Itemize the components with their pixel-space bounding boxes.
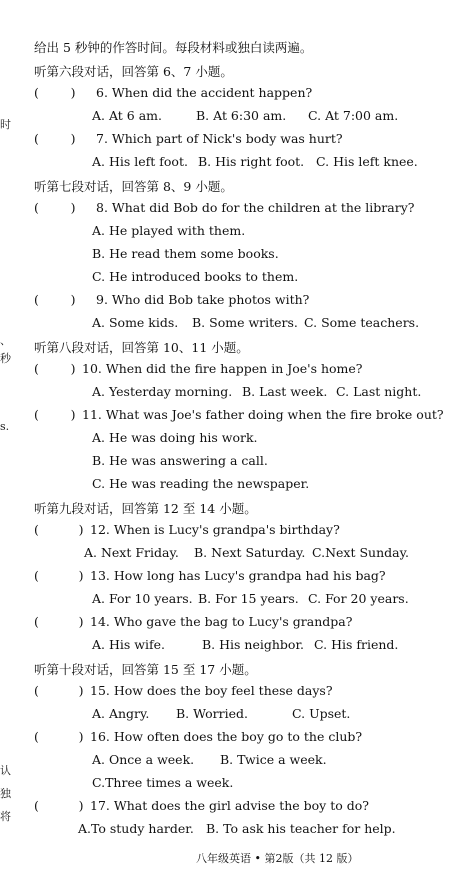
page-footer: 八年级英语 • 第2版（共 12 版） [196,852,359,865]
option-b: B. Worried. [176,706,248,721]
option-a: A. His wife. [92,637,165,652]
instructions: 给出 5 秒钟的作答时间。每段材料或独白读两遍。 [34,40,313,55]
option-a: A. His left foot. [92,154,188,169]
options-row [92,752,327,767]
option-a: A. Next Friday. [84,545,179,560]
margin-fragment: s. [0,420,10,433]
option-b: B. His neighbor. [202,637,305,652]
option-b: B. For 15 years. [198,591,299,606]
answer-blank[interactable]: ( ) [34,407,76,422]
option-c: C.Next Sunday. [312,545,409,560]
option-b: B. He read them some books. [92,246,279,261]
question-stem: 14. Who gave the bag to Lucy's grandpa? [90,614,353,629]
answer-blank[interactable]: ( ) [34,522,84,537]
answer-blank[interactable]: ( ) [34,798,84,813]
option-c: C. Some teachers. [304,315,420,330]
option-a: A. For 10 years. [92,591,193,606]
option-b: B. His right foot. [198,154,305,169]
question-stem: 16. How often does the boy go to the club? [90,729,363,744]
option-c: C. His left knee. [316,154,418,169]
option-c: C. For 20 years. [308,591,409,606]
margin-fragment: 独 [0,787,11,800]
option-b: B. Next Saturday. [194,545,306,560]
option-c: C. Last night. [336,384,422,399]
options-row [78,821,396,836]
question-stem: 12. When is Lucy's grandpa's birthday? [90,522,340,537]
options-row [92,637,398,652]
option-a: A. Yesterday morning. [92,384,233,399]
section-heading: 听第九段对话，回答第 12 至 14 小题。 [34,501,257,516]
options-row [92,591,409,606]
answer-blank[interactable]: ( ) [34,292,76,307]
options-row [92,706,350,721]
answer-blank[interactable]: ( ) [34,683,84,698]
margin-fragment: 时 [0,118,11,131]
option-b: B. To ask his teacher for help. [206,821,396,836]
answer-blank[interactable]: ( ) [34,568,84,583]
question-stem: 10. When did the fire happen in Joe's home? [82,361,363,376]
option-b: B. Twice a week. [220,752,327,767]
answer-blank[interactable]: ( ) [34,131,76,146]
options-row [92,384,421,399]
section-heading: 听第七段对话，回答第 8、9 小题。 [34,179,233,194]
answer-blank[interactable]: ( ) [34,614,84,629]
answer-blank[interactable]: ( ) [34,729,84,744]
option-a: A. He played with them. [92,223,246,238]
answer-blank[interactable]: ( ) [34,361,76,376]
option-b: B. Last week. [242,384,328,399]
margin-fragment: 将 [0,810,11,823]
option-b: B. Some writers. [192,315,298,330]
option-a: A. At 6 am. [92,108,162,123]
option-c: C. His friend. [314,637,399,652]
question-stem: 9. Who did Bob take photos with? [96,292,310,307]
option-c: C.Three times a week. [92,775,234,790]
question-stem: 17. What does the girl advise the boy to do? [90,798,369,813]
options-row [92,108,398,123]
question-stem: 7. Which part of Nick's body was hurt? [96,131,343,146]
question-stem: 6. When did the accident happen? [96,85,313,100]
option-c: C. At 7:00 am. [308,108,399,123]
section-heading: 听第十段对话，回答第 15 至 17 小题。 [34,662,257,677]
section-heading: 听第六段对话，回答第 6、7 小题。 [34,64,233,79]
option-c: C. He was reading the newspaper. [92,476,310,491]
options-row [84,545,409,560]
margin-fragment: 、 [0,334,11,347]
option-a: A. He was doing his work. [92,430,258,445]
option-a: A. Some kids. [92,315,179,330]
option-c: C. Upset. [292,706,351,721]
option-b: B. He was answering a call. [92,453,268,468]
option-b: B. At 6:30 am. [196,108,287,123]
options-row [92,315,419,330]
margin-fragment: 认 [0,764,11,777]
option-c: C. He introduced books to them. [92,269,299,284]
question-stem: 11. What was Joe's father doing when the fire broke out? [82,407,444,422]
question-stem: 15. How does the boy feel these days? [90,683,333,698]
question-stem: 13. How long has Lucy's grandpa had his bag? [90,568,386,583]
margin-fragment: 秒 [0,352,11,365]
options-row [92,154,418,169]
question-stem: 8. What did Bob do for the children at the library? [96,200,415,215]
option-a: A. Angry. [92,706,150,721]
section-heading: 听第八段对话，回答第 10、11 小题。 [34,340,249,355]
answer-blank[interactable]: ( ) [34,200,76,215]
option-a: A.To study harder. [78,821,194,836]
answer-blank[interactable]: ( ) [34,85,76,100]
option-a: A. Once a week. [92,752,195,767]
